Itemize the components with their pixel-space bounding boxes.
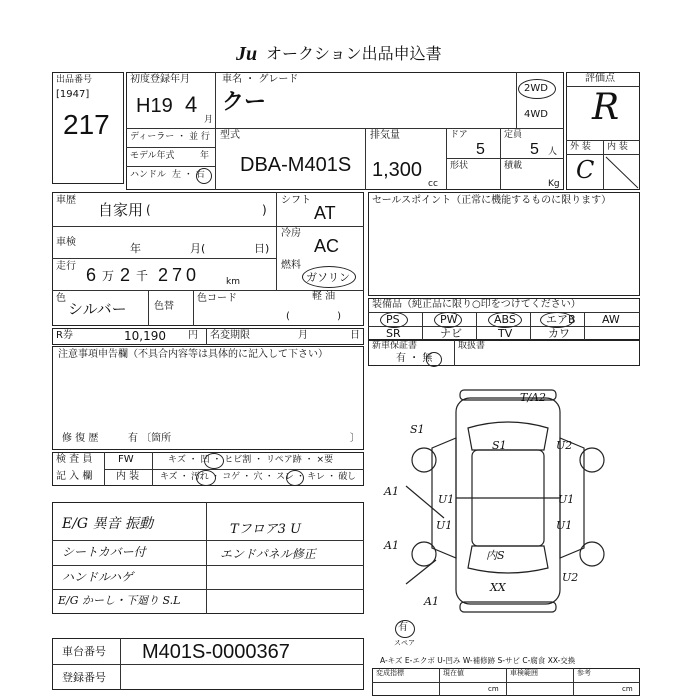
- mileage-unit: km: [226, 277, 240, 287]
- handwritten-note-1: E/G 異音 振動: [62, 516, 154, 532]
- exterior-label: 外 装: [570, 142, 591, 152]
- shift-label: シフト: [281, 195, 311, 206]
- inspector-fw: FW: [118, 454, 134, 465]
- diagram-label-u1-c: U1: [436, 519, 453, 532]
- diagram-label-u2-b: U2: [562, 571, 579, 584]
- diagram-label-s1-a: S1: [410, 423, 425, 436]
- diagram-label-ta2: T/A2: [520, 391, 546, 404]
- mileage-d3: 270: [158, 265, 201, 285]
- handwritten-note-4: E/G かーし・下廻り S.L: [58, 594, 181, 607]
- diagram-label-a1-b: A1: [384, 539, 399, 552]
- equip-aw: AW: [602, 313, 620, 326]
- recycle-unit: 円: [188, 330, 198, 341]
- dealer-label: ディーラー ・ 並 行: [130, 132, 210, 142]
- auction-logo: Ju: [236, 43, 258, 65]
- equip-airbag: エアB: [546, 313, 576, 326]
- name-change-label: 名変期限: [210, 330, 250, 341]
- doors-value: 5: [476, 141, 485, 158]
- load-unit: Kg: [548, 179, 560, 189]
- engine-value: 1,300: [372, 159, 423, 181]
- recycle-value: 10,190: [124, 329, 166, 343]
- capacity-label: 定員: [504, 130, 523, 140]
- repair-label: 修 復 歴: [62, 433, 99, 444]
- doors-label: ドア: [450, 130, 468, 140]
- spare-tire-label: スペア: [394, 639, 415, 647]
- color-change-label: 色替: [154, 301, 174, 312]
- equip-sr: SR: [386, 327, 401, 340]
- equip-circle-abs: [488, 312, 522, 328]
- fuel-label: 燃料: [281, 260, 301, 271]
- chassis-label: 車台番号: [62, 645, 106, 658]
- diagram-label-s1-b: S1: [492, 439, 507, 452]
- color-code-label: 色コード: [197, 293, 237, 304]
- footer-col-1: 変成指標: [376, 669, 404, 677]
- shift-value: AT: [314, 203, 336, 223]
- inspector-int-items: キズ ・ 汚れ ・ コゲ ・ 穴 ・ スレ ・ キレ ・ 破し: [160, 472, 356, 482]
- equipment-title: 装備品（純正品に限り○印をつけてください）: [372, 299, 581, 310]
- entry-number: 217: [63, 109, 110, 140]
- footer-col-2: 現在値: [443, 669, 464, 677]
- equip-circle-airbag: [540, 312, 574, 328]
- fuel-diesel: 軽 油: [312, 291, 336, 302]
- diagram-label-a1-c: A1: [424, 595, 439, 608]
- inspector-label-1: 検 査 員: [56, 454, 93, 465]
- handwritten-note-3: ハンドルハゲ: [62, 570, 134, 584]
- handle-right-circle: [196, 168, 212, 184]
- rear-window: [468, 546, 548, 573]
- car-name-label: 車名 ・ グレード: [222, 74, 299, 85]
- manual-label: 取扱書: [458, 341, 486, 351]
- sales-point-box: [368, 192, 640, 296]
- rear-right-wheel: [580, 542, 604, 566]
- warranty-value: 有 ・ 無: [396, 353, 433, 364]
- plate-label: 登録番号: [62, 671, 106, 684]
- model-label: 型式: [220, 130, 240, 141]
- name-change-month: 月: [298, 330, 308, 341]
- footer-unit-1: cm: [488, 685, 499, 693]
- name-change-day: 日: [350, 330, 360, 341]
- engine-unit: cc: [428, 179, 438, 189]
- entry-number-label: 出品番号: [56, 75, 93, 85]
- capacity-value: 5: [530, 141, 539, 158]
- diagram-label-u2-a: U2: [556, 439, 573, 452]
- diagram-label-u1-d: U1: [556, 519, 573, 532]
- mileage-label: 走行: [56, 261, 76, 272]
- engine-label: 排気量: [370, 130, 400, 141]
- model-code: DBA-M401S: [240, 154, 352, 176]
- shape-label: 形状: [450, 161, 469, 171]
- history-paren-open: (: [146, 203, 151, 217]
- footer-col-3: 車検範囲: [510, 669, 538, 677]
- entry-number-box: [52, 72, 124, 184]
- interior-label: 内 装: [607, 142, 628, 152]
- inspection-month: 月(: [190, 242, 206, 255]
- diagram-label-int-s: 内S: [486, 549, 505, 562]
- registration-month-unit: 月: [204, 115, 214, 125]
- model-year-unit: 年: [200, 151, 210, 161]
- notes-title: 注意事項申告欄（不具合内容等は具体的に記入して下さい）: [58, 349, 328, 360]
- recycle-label: R券: [56, 330, 73, 341]
- equip-pw: PW: [440, 313, 458, 326]
- chassis-number: M401S-0000367: [142, 641, 290, 663]
- registration-month: 4: [185, 92, 198, 117]
- mileage-d2: 2: [120, 265, 131, 285]
- capacity-unit: 人: [548, 147, 558, 157]
- diagram-label-xx: XX: [490, 581, 506, 594]
- equip-ps: PS: [386, 313, 400, 326]
- color-label: 色: [56, 293, 66, 304]
- equip-abs: ABS: [494, 313, 516, 326]
- footer-unit-2: cm: [622, 685, 633, 693]
- handle-options: 左 ・ 右: [172, 170, 205, 180]
- fuel-gasoline-circle: [302, 266, 356, 288]
- handwritten-note-right-2: エンドパネル修正: [220, 547, 316, 561]
- warranty-label: 新車保証書: [372, 341, 418, 351]
- equip-navi: ナビ: [440, 327, 462, 340]
- warranty-no-circle: [426, 352, 442, 367]
- cooling-value: AC: [314, 236, 340, 256]
- inspector-scuff-circle: [286, 470, 304, 486]
- equip-circle-pw: [434, 312, 462, 328]
- diagram-label-u1-b: U1: [558, 493, 575, 506]
- equip-tv: TV: [498, 327, 513, 340]
- interior-slash: [604, 155, 640, 190]
- fuel-paren: ( ): [286, 311, 341, 322]
- equip-leather: カワ: [548, 327, 570, 340]
- diagram-label-u1-a: U1: [438, 493, 455, 506]
- inspector-int: 内 装: [116, 471, 140, 482]
- diagram-label-a1-a: A1: [384, 485, 399, 498]
- damage-legend: A-キズ E-エクボ U-凹み W-補修跡 S-サビ C-腐食 XX-交換: [380, 656, 576, 665]
- history-paren-close: ): [262, 203, 267, 217]
- color-value: シルバー: [68, 300, 127, 318]
- spare-tire-mark: 有: [398, 622, 408, 633]
- handle-label: ハンドル: [130, 170, 167, 180]
- inspector-dent-circle: [204, 453, 224, 469]
- recycle-row: [52, 328, 364, 345]
- windshield: [468, 422, 548, 450]
- drive-2wd-circle: [518, 79, 556, 99]
- mileage-d1: 6: [86, 265, 97, 285]
- form-title: オークション出品申込書: [266, 44, 442, 63]
- load-label: 積載: [504, 161, 523, 171]
- inspector-label-2: 記 入 欄: [56, 471, 93, 482]
- inspection-day: 日): [254, 242, 270, 255]
- repair-value: 有 〔箇所: [128, 433, 172, 444]
- inspection-label: 車検: [56, 237, 76, 248]
- sales-point-title: セールスポイント（正常に機能するものに限ります）: [372, 195, 612, 206]
- repair-close: 〕: [350, 433, 360, 444]
- mileage-u1: 万: [102, 269, 115, 283]
- mileage-u2: 千: [136, 269, 149, 283]
- inspector-stain-circle: [196, 470, 216, 486]
- history-value: 自家用: [98, 201, 144, 219]
- entry-number-sub: [1947]: [56, 89, 90, 100]
- exterior-score: C: [576, 156, 595, 184]
- registration-era: H19: [136, 95, 173, 117]
- rating-label: 評価点: [585, 73, 615, 84]
- model-year-label: モデル年式: [130, 151, 175, 161]
- footer-col-4: 参考: [577, 669, 591, 677]
- inspection-year: 年: [130, 242, 141, 255]
- handwritten-note-right-1: Tフロア3 U: [230, 522, 302, 537]
- car-name: クー: [222, 90, 267, 115]
- drive-4wd: 4WD: [524, 109, 548, 120]
- equip-circle-ps: [380, 312, 408, 328]
- fuel-value: ガソリン: [306, 271, 350, 284]
- car-damage-diagram: [396, 388, 620, 624]
- handwritten-note-2: シートカバー付: [62, 545, 146, 559]
- inspector-fw-items: キズ ・ 凹 ・ ヒビ割 ・ リペア跡 ・ ×要: [168, 455, 334, 465]
- notes-box: [52, 346, 364, 450]
- drive-2wd: 2WD: [524, 83, 548, 94]
- rating-score: R: [592, 87, 620, 128]
- cooling-label: 冷房: [281, 228, 301, 239]
- registration-label: 初度登録年月: [130, 74, 190, 85]
- history-label: 車歴: [56, 195, 76, 206]
